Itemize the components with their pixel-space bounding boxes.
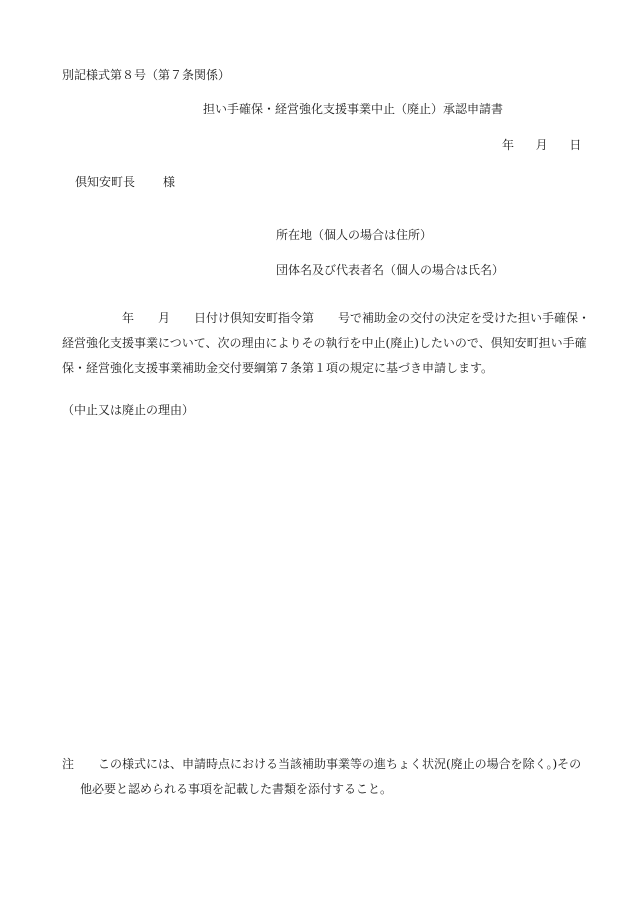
note (62, 752, 582, 802)
body-line-2: 経営強化支援事業について、次の理由によりその執行を中止(廃止)したいので、倶知安町担い手確 (62, 336, 587, 350)
reason-label: （中止又は廃止の理由） (62, 403, 195, 417)
note-head: 注 (62, 757, 75, 771)
body-paragraph (62, 306, 591, 381)
note-line-2: 他必要と認められる事項を記載した書類を添付すること。 (80, 782, 393, 796)
body-line-3: 保・経営強化支援事業補助金交付要綱第７条第１項の規定に基づき申請します。 (62, 361, 494, 375)
document-title: 担い手確保・経営強化支援事業中止（廃止）承認申請書 (203, 102, 504, 116)
date-line (502, 139, 581, 151)
addressee-honorific: 様 (163, 175, 176, 189)
note-text-1: この様式には、申請時点における当該補助事業等の進ちょく状況(廃止の場合を除く。)その (98, 757, 582, 771)
date-year: 年 (502, 138, 515, 152)
addressee-name: 倶知安町長 (75, 175, 136, 189)
form-number: 別記様式第８号（第７条関係） (62, 68, 231, 82)
date-month: 月 (535, 138, 548, 152)
addressee (75, 176, 175, 188)
applicant-address-label: 所在地（個人の場合は住所） (276, 228, 433, 242)
body-line-1: 年 月 日付け倶知安町指令第 号で補助金の交付の決定を受けた担い手確保・ (122, 311, 591, 325)
applicant-org-label: 団体名及び代表者名（個人の場合は氏名） (276, 263, 505, 277)
date-day: 日 (569, 138, 582, 152)
note-line-1 (62, 752, 582, 777)
